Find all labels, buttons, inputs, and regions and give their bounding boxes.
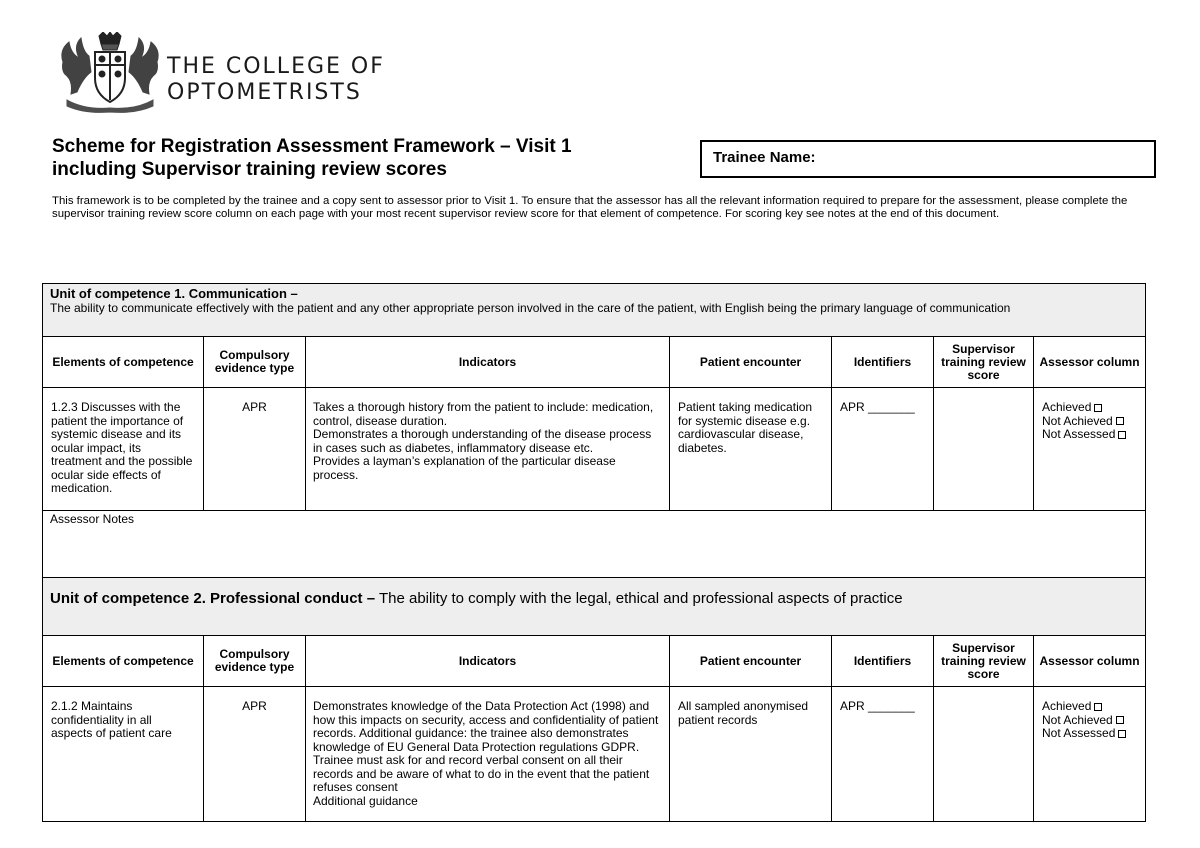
unit-1-title: Unit of competence 1. Communication	[50, 286, 287, 301]
header-indicators: Indicators	[306, 337, 670, 388]
checkbox-icon[interactable]	[1116, 417, 1124, 425]
unit-1-description: The ability to communicate effectively with the patient and any other appropriate person involved in the care of the patient, with English being the primary language of communication	[50, 301, 1011, 315]
unit-1-row	[43, 284, 1146, 337]
checkbox-icon[interactable]	[1118, 730, 1126, 738]
assessor-option-achieved[interactable]: Achieved	[1042, 700, 1137, 714]
assessor-option-not-achieved[interactable]: Not Achieved	[1042, 714, 1137, 728]
checkbox-icon[interactable]	[1094, 404, 1102, 412]
identifiers-cell[interactable]: APR _______	[832, 388, 934, 511]
header-identifiers: Identifiers	[832, 337, 934, 388]
document-title-line1: Scheme for Registration Assessment Framework – Visit 1	[52, 136, 572, 157]
logo-text-line2: OPTOMETRISTS	[167, 80, 362, 105]
supervisor-score-cell[interactable]	[934, 687, 1034, 822]
evidence-cell: APR	[204, 687, 306, 822]
header-patient: Patient encounter	[670, 337, 832, 388]
assessor-notes-label: Assessor Notes	[50, 512, 135, 526]
assessor-cell	[1034, 388, 1146, 511]
header-elements: Elements of competence	[43, 636, 204, 687]
indicators-cell	[306, 687, 670, 822]
assessor-cell	[1034, 687, 1146, 822]
header-identifiers: Identifiers	[832, 636, 934, 687]
indicator-extra: Additional guidance	[313, 793, 418, 808]
assessor-option-not-assessed[interactable]: Not Assessed	[1042, 727, 1137, 741]
checkbox-icon[interactable]	[1118, 431, 1126, 439]
patient-encounter-cell: Patient taking medication for systemic disease e.g. cardiovascular disease, diabetes.	[670, 388, 832, 511]
trainee-name-field[interactable]	[700, 140, 1156, 178]
assessor-notes-field[interactable]	[43, 511, 1146, 578]
assessment-table	[42, 283, 1146, 822]
indicator-line: Takes a thorough history from the patient to include: medication, control, disease duration.	[313, 400, 654, 428]
college-crest-logo	[55, 32, 165, 114]
table-row	[43, 687, 1146, 822]
assessor-option-not-achieved[interactable]: Not Achieved	[1042, 415, 1137, 429]
unit-2-description: The ability to comply with the legal, ethical and professional aspects of practice	[375, 590, 903, 607]
header-indicators: Indicators	[306, 636, 670, 687]
header-assessor: Assessor column	[1034, 337, 1146, 388]
indicator-text: Demonstrates knowledge of the Data Protection Act (1998) and how this impacts on security, access and confidentiality of patient records. Additional guidance: the trainee also demonstrates knowledge of EU General Data Protection regulations GDPR. Trainee must ask for and record verbal consent on all their records and be aware of what to do in the event that the patient refuses consent	[313, 699, 659, 794]
identifiers-cell[interactable]: APR _______	[832, 687, 934, 822]
header-elements: Elements of competence	[43, 337, 204, 388]
element-cell: 1.2.3 Discusses with the patient the importance of systemic disease and its ocular impact, its treatment and the possible ocular side effects of medication.	[43, 388, 204, 511]
indicator-line: Provides a layman’s explanation of the particular disease process.	[313, 454, 616, 482]
header-assessor: Assessor column	[1034, 636, 1146, 687]
table-header-row	[43, 636, 1146, 687]
assessor-notes-row[interactable]	[43, 511, 1146, 578]
assessor-option-achieved[interactable]: Achieved	[1042, 401, 1137, 415]
checkbox-icon[interactable]	[1094, 703, 1102, 711]
element-cell: 2.1.2 Maintains confidentiality in all aspects of patient care	[43, 687, 204, 822]
header-supervisor: Supervisor training review score	[934, 337, 1034, 388]
assessor-option-not-assessed[interactable]: Not Assessed	[1042, 428, 1137, 442]
checkbox-icon[interactable]	[1116, 716, 1124, 724]
trainee-name-label: Trainee Name:	[713, 149, 816, 166]
unit-1-dash: –	[286, 286, 298, 301]
header-patient: Patient encounter	[670, 636, 832, 687]
table-row	[43, 388, 1146, 511]
header-evidence: Compulsory evidence type	[204, 337, 306, 388]
unit-2-title: Unit of competence 2. Professional conduct –	[50, 590, 376, 607]
header-evidence: Compulsory evidence type	[204, 636, 306, 687]
patient-encounter-cell: All sampled anonymised patient records	[670, 687, 832, 822]
table-header-row	[43, 337, 1146, 388]
indicator-line: Demonstrates a thorough understanding of the disease process in cases such as diabetes, inflammatory disease etc.	[313, 427, 652, 455]
header-supervisor: Supervisor training review score	[934, 636, 1034, 687]
supervisor-score-cell[interactable]	[934, 388, 1034, 511]
intro-paragraph: This framework is to be completed by the trainee and a copy sent to assessor prior to Visit 1. To ensure that the assessor has all the relevant information required to prepare for the assessment, please complete the supervisor training review score column on each page with your most recent supervisor review score for that element of competence. For scoring key see notes at the end of this document.	[52, 195, 1128, 220]
evidence-cell: APR	[204, 388, 306, 511]
document-title-line2: including Supervisor training review scores	[52, 159, 447, 180]
indicators-cell	[306, 388, 670, 511]
logo-text-line1: THE COLLEGE OF	[167, 54, 385, 79]
unit-2-row	[43, 578, 1146, 636]
